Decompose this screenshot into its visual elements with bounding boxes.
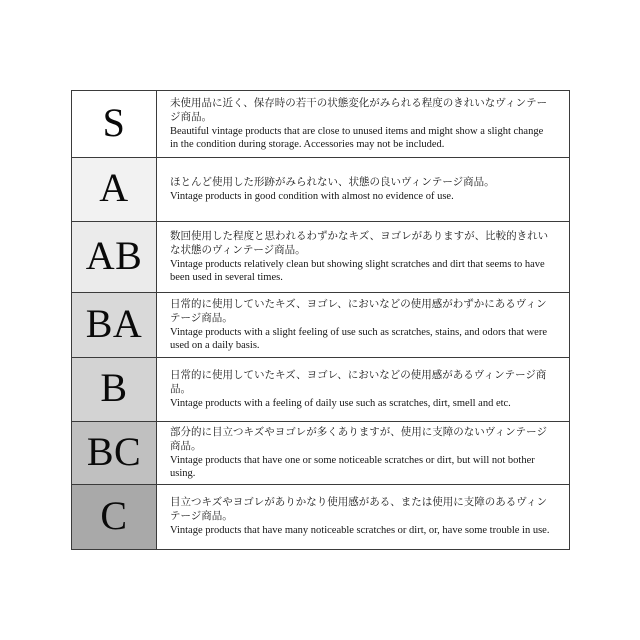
- grade-cell-ab: [72, 222, 157, 292]
- table-row-grade-ab: [72, 221, 569, 292]
- condition-grading-table: [71, 90, 570, 550]
- description-english: Beautiful vintage products that are close to unused items and might show a slight change in the condition during storage. Accessories may not be included.: [170, 125, 544, 150]
- description-cell-c: [157, 485, 569, 549]
- description-english: Vintage products with a feeling of daily use such as scratches, dirt, smell and etc.: [170, 397, 511, 409]
- grade-cell-c: [72, 485, 157, 549]
- description-cell-b: [157, 358, 569, 421]
- description-english: Vintage products with a slight feeling of use such as scratches, stains, and odors that were used on a daily basis.: [170, 326, 547, 351]
- description-japanese: 未使用品に近く、保存時の若干の状態変化がみられる程度のきれいなヴィンテージ商品。: [170, 97, 548, 123]
- description-cell-ab: [157, 222, 569, 292]
- table-row-grade-ba: [72, 292, 569, 357]
- grade-label-s: S: [102, 99, 126, 145]
- description-cell-bc: [157, 422, 569, 484]
- description-english: Vintage products that have one or some noticeable scratches or dirt, but will not bother using.: [170, 454, 535, 479]
- grade-label-b: B: [100, 365, 128, 410]
- grade-label-ab: AB: [85, 232, 143, 278]
- description-cell-a: [157, 158, 569, 221]
- description-japanese: 部分的に目立つキズやヨゴレが多くありますが、使用に支障のないヴィンテージ商品。: [170, 426, 547, 452]
- grade-label-c: C: [100, 492, 128, 538]
- grade-label-ba: BA: [85, 300, 143, 346]
- description-japanese: ほとんど使用した形跡がみられない、状態の良いヴィンテージ商品。: [170, 176, 495, 188]
- table-row-grade-a: [72, 157, 569, 221]
- description-cell-s: [157, 91, 569, 157]
- grade-cell-s: [72, 91, 157, 157]
- description-japanese: 数回使用した程度と思われるわずかなキズ、ヨゴレがありますが、比較的きれいな状態のヴィンテージ商品。: [170, 230, 549, 256]
- grade-cell-ba: [72, 293, 157, 357]
- description-english: Vintage products relatively clean but showing slight scratches and dirt that seems to have been used in several times.: [170, 258, 545, 283]
- table-row-grade-s: [72, 91, 569, 157]
- grade-label-a: A: [99, 165, 129, 210]
- description-english: Vintage products that have many noticeable scratches or dirt, or, have some trouble in use.: [170, 525, 550, 537]
- table-row-grade-c: [72, 484, 569, 549]
- table-row-grade-b: [72, 357, 569, 421]
- grade-cell-a: [72, 158, 157, 221]
- grade-label-bc: BC: [86, 428, 142, 474]
- description-english: Vintage products in good condition with almost no evidence of use.: [170, 190, 454, 202]
- grade-cell-bc: [72, 422, 157, 484]
- table-row-grade-bc: [72, 421, 569, 484]
- grade-cell-b: [72, 358, 157, 421]
- description-cell-ba: [157, 293, 569, 357]
- description-japanese: 日常的に使用していたキズ、ヨゴレ、においなどの使用感がわずかにあるヴィンテージ商品。: [170, 298, 547, 324]
- description-japanese: 目立つキズやヨゴレがありかなり使用感がある、または使用に支障のあるヴィンテージ商品。: [170, 497, 548, 523]
- description-japanese: 日常的に使用していたキズ、ヨゴレ、においなどの使用感があるヴィンテージ商品。: [170, 369, 547, 395]
